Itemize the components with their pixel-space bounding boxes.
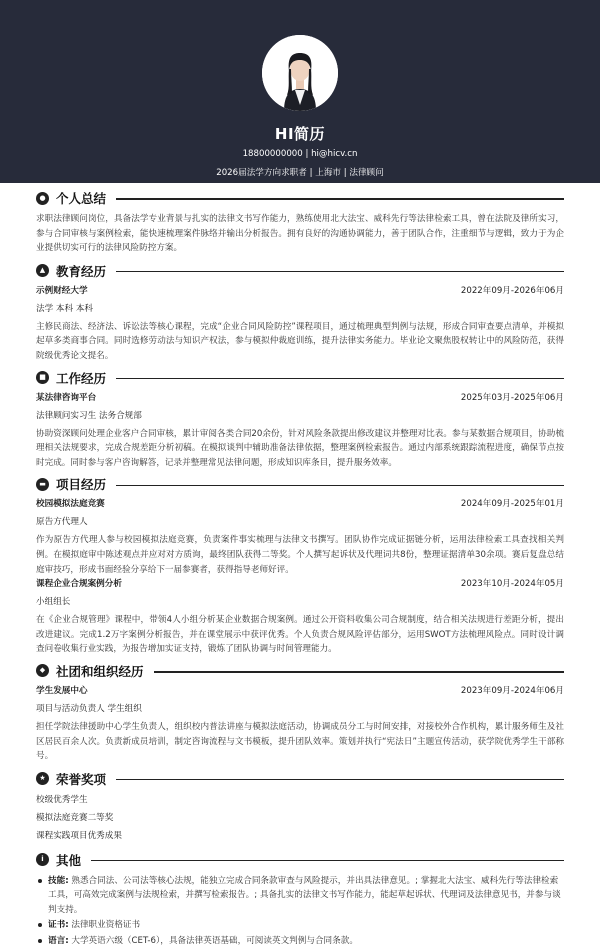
section-title-text: 个人总结 bbox=[56, 191, 107, 206]
entry-org: 课程企业合规案例分析 bbox=[36, 579, 122, 590]
section-title bbox=[36, 850, 564, 870]
entry-org: 示例财经大学 bbox=[36, 285, 88, 296]
entry-org: 学生发展中心 bbox=[36, 685, 88, 696]
entry-date: 2022年09月-2026年06月 bbox=[460, 285, 564, 296]
list-item bbox=[36, 284, 564, 364]
list-item bbox=[36, 684, 564, 764]
list-item bbox=[36, 577, 564, 657]
section-divider bbox=[154, 671, 564, 672]
briefcase-icon: ■ bbox=[36, 371, 49, 384]
section-divider bbox=[91, 860, 564, 861]
entry-description: 作为原告方代理人参与校园模拟法庭竞赛，负责案件事实梳理与法律文书撰写。团队协作完成证据链分析，运用法律检索工具查找相关判例。在模拟庭审中陈述观点并应对对方质询，最终团队获得二等奖。个人撰写起诉状及代理词共8份，整理证据清单30余项。赛后复盘总结庭审技巧，形成书面经验分享给下一届参赛者，获得指导老师好评。 bbox=[36, 535, 564, 575]
section-divider bbox=[116, 779, 564, 780]
folder-icon: ▬ bbox=[36, 478, 49, 491]
entry-org: 校园模拟法庭竞赛 bbox=[36, 499, 105, 510]
entry-date: 2023年10月-2024年05月 bbox=[460, 579, 564, 590]
section-title bbox=[36, 474, 564, 494]
list-item: 模拟法庭竞赛二等奖 bbox=[36, 812, 114, 823]
job-intent: 2026届法学方向求职者 | 上海市 | 法律顾问 bbox=[216, 168, 384, 178]
entry-header bbox=[36, 577, 564, 592]
section-summary bbox=[36, 188, 564, 256]
avatar-photo bbox=[262, 35, 338, 111]
section-divider bbox=[116, 271, 564, 272]
entry-header bbox=[36, 391, 564, 406]
section-title-text: 工作经历 bbox=[56, 370, 107, 386]
section-work bbox=[36, 368, 564, 471]
entry-header bbox=[36, 684, 564, 699]
entry-subtitle: 法学 本科 本科 bbox=[36, 303, 94, 314]
item-label: 证书: bbox=[48, 920, 69, 931]
entry-org: 某法律咨询平台 bbox=[36, 392, 97, 403]
entry-date: 2024年09月-2025年01月 bbox=[460, 499, 564, 510]
graduation-cap-icon: ▲ bbox=[36, 264, 49, 277]
section-projects bbox=[36, 474, 564, 657]
section-title-text: 其他 bbox=[56, 852, 82, 868]
list-item: 课程实践项目优秀成果 bbox=[36, 830, 122, 841]
section-divider bbox=[116, 485, 564, 486]
section-title bbox=[36, 368, 564, 388]
entry-description: 在《企业合规管理》课程中，带领4人小组分析某企业数据合规案例。通过公开资料收集公司合规制度，结合相关法规进行差距分析，提出改进建议。完成1.2万字案例分析报告，并在课堂展示中获评优秀。个人负责合规风险评估部分，运用SWOT方法梳理风险点。同时设计调查问卷收集行业实践，为报告增加实证支持，锻炼了团队协调与时间管理能力。 bbox=[36, 615, 564, 655]
entry-description: 协助资深顾问处理企业客户合同审核，累计审阅各类合同20余份，针对风险条款提出修改建议并整理对比表。参与某数据合规项目，协助梳理相关法规要求，完成合规差距分析初稿。在模拟谈判中辅助准备法律依据，整理案例检索报告。通过内部系统跟踪流程进度，确保节点按时完成。同时参与客户咨询解答，记录并整理常见法律问题，形成知识库条目，提升服务效率。 bbox=[36, 428, 564, 468]
item-text: 熟悉合同法、公司法等核心法规，能独立完成合同条款审查与风险提示，并出具法律意见。; 掌握北大法宝、威科先行等法律检索工具，可高效完成案例与法规检索，并撰写检索报告。; 具备扎实的法律文书写作能力，能起草起诉状、代理词及法律意见书，并参与谈判支持。 bbox=[48, 875, 561, 915]
section-other bbox=[36, 850, 564, 948]
resume-header bbox=[0, 0, 600, 183]
list-item bbox=[36, 934, 564, 948]
entry-subtitle: 法律顾问实习生 法务合规部 bbox=[36, 410, 142, 421]
list-item bbox=[36, 391, 564, 471]
entry-description: 担任学院法律援助中心学生负责人，组织校内普法讲座与模拟法庭活动，协调成员分工与时间安排，对接校外合作机构，累计服务师生及社区居民百余人次。负责新成员培训，制定咨询流程与文书模板，提升团队效率。策划并执行“宪法日”主题宣传活动，获学院优秀学生干部称号。 bbox=[36, 721, 564, 762]
section-title bbox=[36, 261, 564, 281]
section-title-text: 社团和组织经历 bbox=[56, 663, 144, 679]
section-divider bbox=[116, 198, 564, 199]
avatar bbox=[262, 35, 338, 111]
section-title bbox=[36, 188, 564, 208]
resume-body bbox=[0, 188, 600, 948]
honors-list bbox=[36, 793, 564, 844]
entry-header bbox=[36, 284, 564, 299]
section-divider bbox=[116, 378, 564, 379]
entry-subtitle: 项目与活动负责人 学生组织 bbox=[36, 703, 142, 714]
section-title-text: 荣誉奖项 bbox=[56, 771, 107, 787]
section-title bbox=[36, 769, 564, 789]
entry-header bbox=[36, 497, 564, 512]
person-icon: ● bbox=[36, 192, 49, 205]
item-text: 法律职业资格证书 bbox=[68, 920, 141, 931]
entry-date: 2023年09月-2024年06月 bbox=[460, 685, 564, 696]
list-item bbox=[36, 874, 564, 918]
section-honors bbox=[36, 769, 564, 844]
candidate-name: HI简历 bbox=[274, 125, 326, 143]
entry-subtitle: 原告方代理人 bbox=[36, 517, 88, 528]
section-title-text: 教育经历 bbox=[56, 263, 107, 279]
item-text: 大学英语六级（CET-6），具备法律英语基础，可阅读英文判例与合同条款。 bbox=[68, 936, 358, 947]
info-icon: i bbox=[36, 853, 49, 866]
list-item: 校级优秀学生 bbox=[36, 794, 88, 805]
item-label: 技能: bbox=[48, 875, 69, 886]
section-title-text: 项目经历 bbox=[56, 477, 107, 493]
section-education bbox=[36, 261, 564, 364]
entry-description: 主修民商法、经济法、诉讼法等核心课程，完成“企业合同风险防控”课程项目，通过梳理典型判例与法规，形成合同审查要点清单，并模拟起草多类商事合同。同时选修劳动法与知识产权法，参与模拟仲裁庭训练，提升法律实务能力。毕业论文聚焦股权转让中的风险防范，获得院级优秀论文提名。 bbox=[36, 321, 564, 361]
other-list bbox=[36, 874, 564, 948]
entry-date: 2025年03月-2025年06月 bbox=[460, 392, 564, 403]
item-label: 语言: bbox=[48, 936, 69, 947]
section-title bbox=[36, 661, 564, 681]
section-campus bbox=[36, 661, 564, 764]
entry-subtitle: 小组组长 bbox=[36, 597, 71, 608]
award-icon: ★ bbox=[36, 772, 49, 785]
contact-info: 18800000000 | hi@hicv.cn bbox=[242, 149, 358, 159]
summary-text: 求职法律顾问岗位，具备法学专业背景与扎实的法律文书写作能力，熟练使用北大法宝、威科先行等法律检索工具，曾在法院及律所实习，参与合同审核与案例检索，能快速梳理案件脉络并输出分析报告。拥有良好的沟通协调能力，善于团队合作，注重细节与逻辑，致力于为企业提供切实可行的法律风险防控方案。 bbox=[36, 214, 564, 254]
group-icon: ◆ bbox=[36, 664, 49, 677]
list-item bbox=[36, 497, 564, 577]
list-item bbox=[36, 918, 564, 933]
